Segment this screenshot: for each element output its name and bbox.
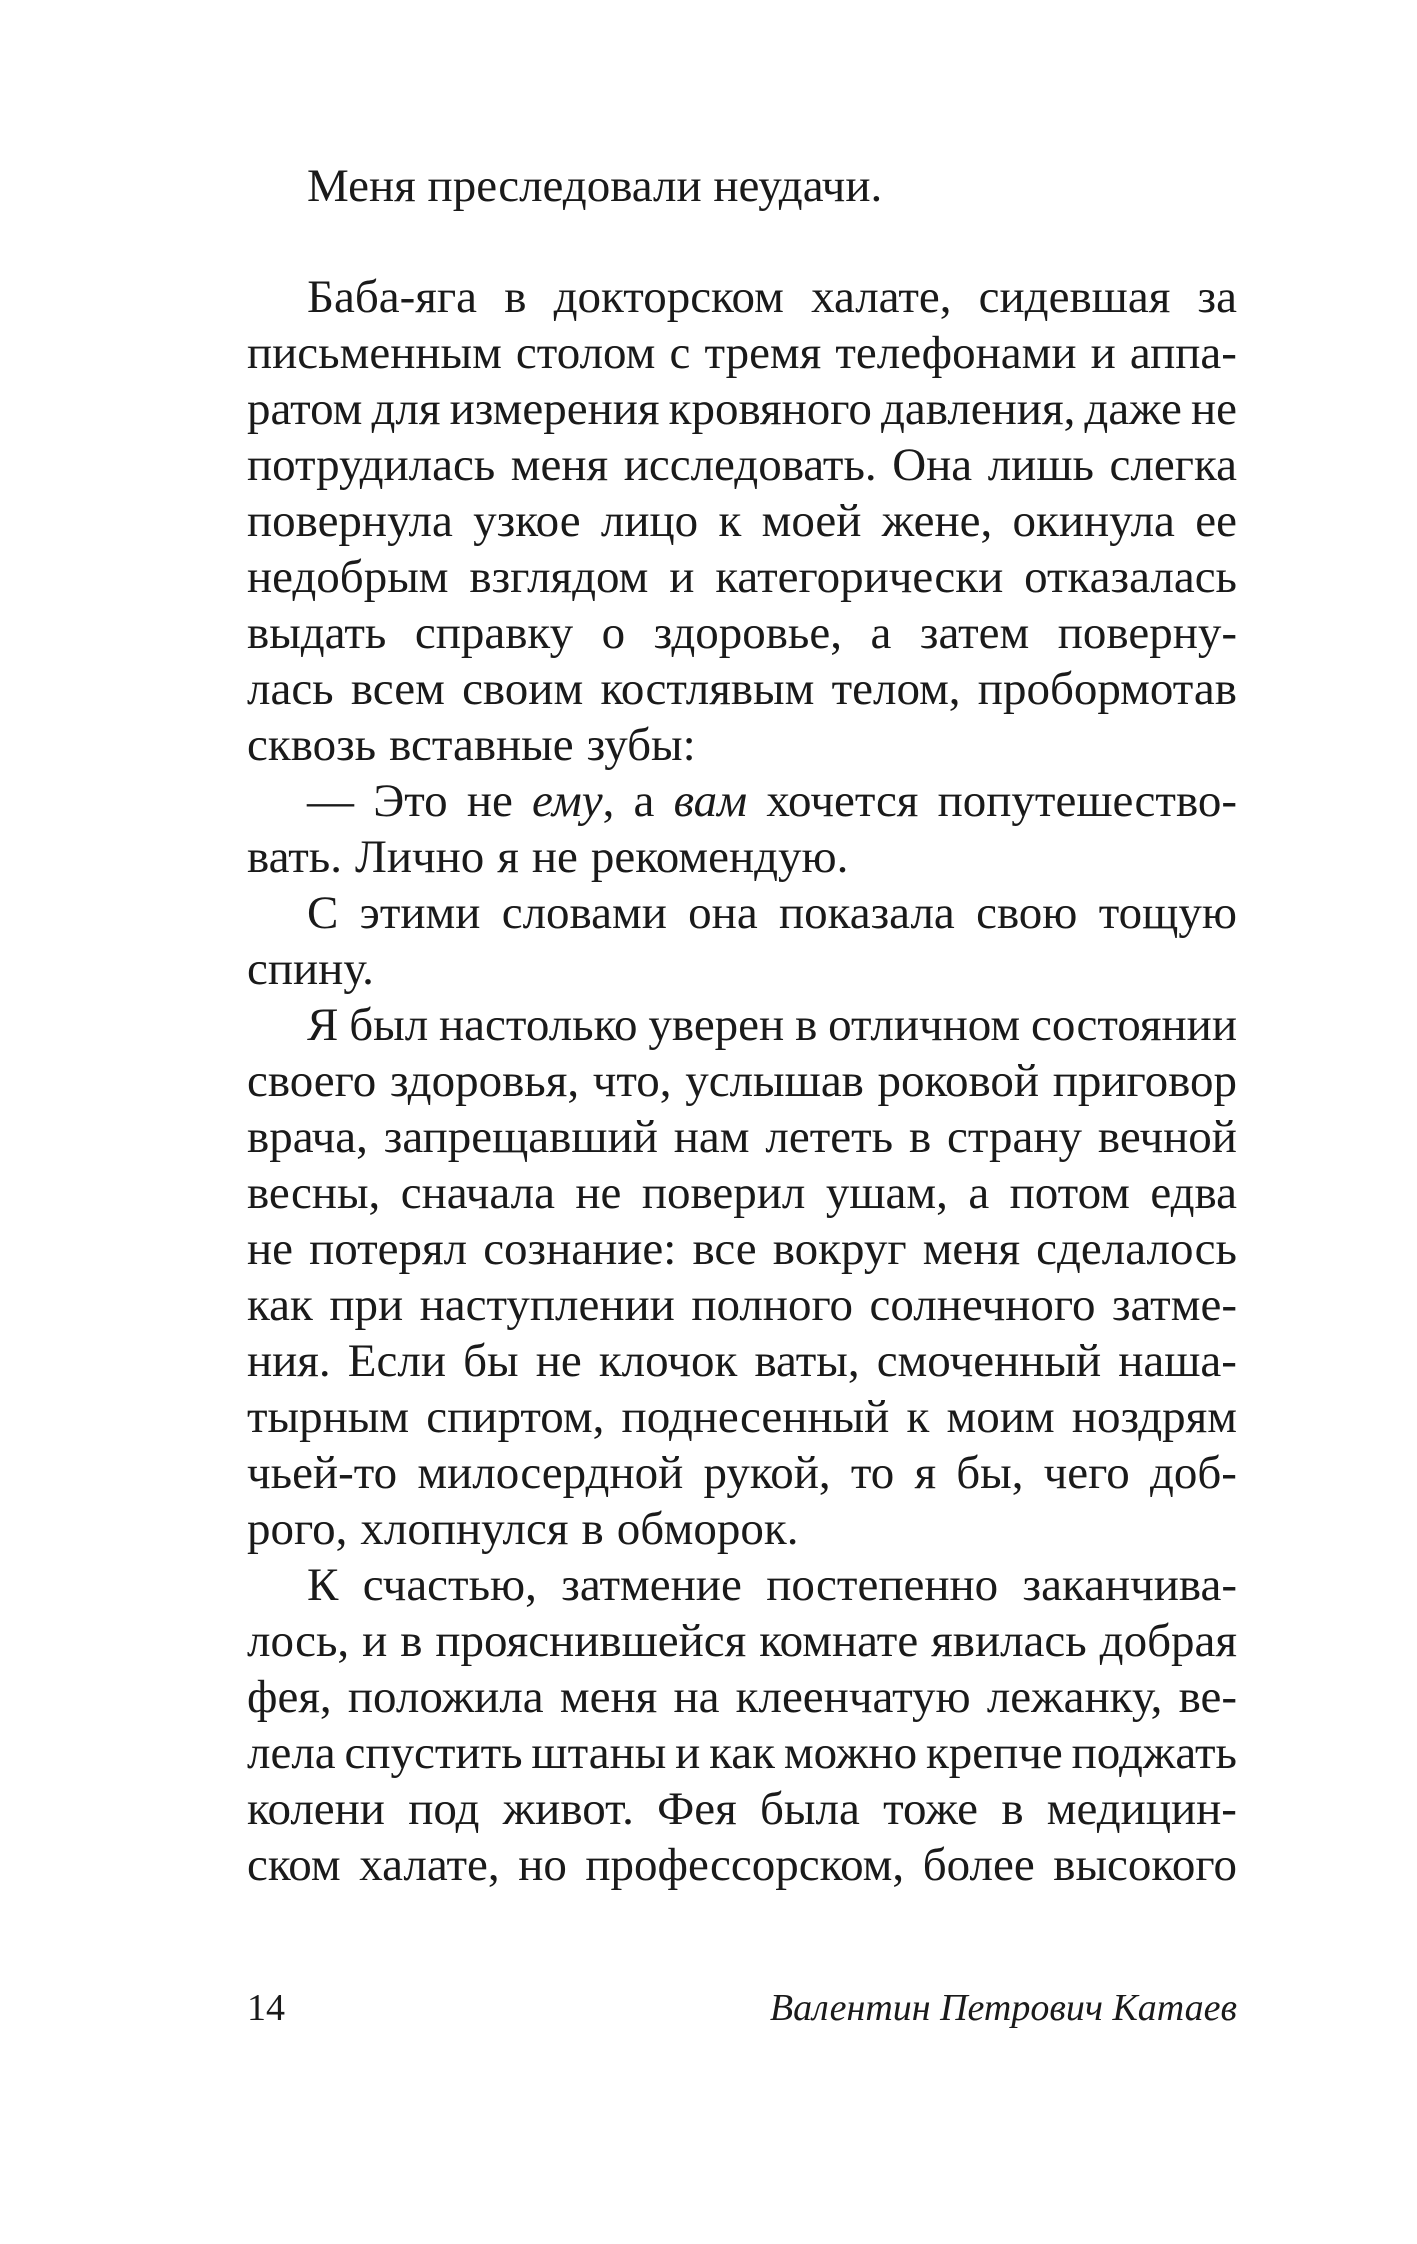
word: здоровье, bbox=[653, 607, 842, 659]
word: штаны bbox=[531, 1727, 667, 1779]
text-line bbox=[247, 1557, 1237, 1613]
word: фея, bbox=[247, 1671, 332, 1723]
word: кровяного bbox=[668, 383, 872, 435]
text-line bbox=[247, 1053, 1237, 1109]
word: спустить bbox=[344, 1727, 523, 1779]
word: наступлении bbox=[419, 1279, 675, 1331]
word: с bbox=[669, 327, 691, 379]
word: в bbox=[504, 271, 527, 323]
word: письменным bbox=[247, 327, 502, 379]
word: доб- bbox=[1149, 1447, 1237, 1499]
word: был bbox=[349, 999, 429, 1051]
word: вокруг bbox=[772, 1223, 907, 1275]
text-line bbox=[247, 381, 1237, 437]
word: тремя bbox=[704, 327, 822, 379]
word: услышав bbox=[685, 1055, 864, 1107]
word: слегка bbox=[1109, 439, 1237, 491]
word: бы, bbox=[956, 1447, 1024, 1499]
word: заканчива- bbox=[1022, 1559, 1237, 1611]
word: высокого bbox=[1053, 1839, 1237, 1891]
word: уверен bbox=[648, 999, 785, 1051]
text-line bbox=[247, 269, 1237, 325]
word: весны, bbox=[247, 1167, 381, 1219]
word: и bbox=[675, 1727, 701, 1779]
word: Она bbox=[892, 439, 973, 491]
word: тощую bbox=[1098, 887, 1237, 939]
word: Я bbox=[307, 999, 339, 1051]
word: прояснившейся bbox=[435, 1615, 747, 1667]
word: положила bbox=[347, 1671, 544, 1723]
word: ве- bbox=[1178, 1671, 1237, 1723]
word: чьей-то bbox=[247, 1447, 398, 1499]
word: Это bbox=[373, 775, 448, 827]
word: не bbox=[1190, 383, 1237, 435]
paragraph bbox=[247, 997, 1237, 1557]
word: выдать bbox=[247, 607, 387, 659]
text-line bbox=[247, 1109, 1237, 1165]
word: хлопнулся bbox=[360, 1503, 569, 1555]
word: солнечного bbox=[869, 1279, 1096, 1331]
word: исследовать. bbox=[623, 439, 877, 491]
word: спиртом, bbox=[426, 1391, 605, 1443]
text-line bbox=[247, 1725, 1237, 1781]
text-line bbox=[247, 1277, 1237, 1333]
word: ском bbox=[247, 1839, 341, 1891]
word: жене, bbox=[881, 495, 993, 547]
word: меня bbox=[510, 439, 609, 491]
text-line bbox=[247, 549, 1237, 605]
word: запрещавший bbox=[383, 1111, 658, 1163]
word: недобрым bbox=[247, 551, 449, 603]
word: чего bbox=[1043, 1447, 1130, 1499]
word: сделалось bbox=[1036, 1223, 1237, 1275]
word: не bbox=[575, 1167, 622, 1219]
word: потом bbox=[1009, 1167, 1130, 1219]
word: Лично bbox=[354, 831, 485, 883]
word: спину. bbox=[247, 943, 374, 995]
text-line bbox=[247, 997, 1237, 1053]
word: обморок. bbox=[616, 1503, 799, 1555]
section-gap bbox=[247, 214, 1237, 269]
word: и bbox=[669, 551, 695, 603]
text-line bbox=[247, 605, 1237, 661]
word: затме- bbox=[1111, 1279, 1237, 1331]
paragraph bbox=[247, 885, 1237, 997]
word: тоже bbox=[883, 1783, 979, 1835]
word: лицо bbox=[600, 495, 699, 547]
text-line bbox=[247, 1389, 1237, 1445]
word: попутешество- bbox=[937, 775, 1237, 827]
word: все bbox=[692, 1223, 757, 1275]
text-line bbox=[247, 1221, 1237, 1277]
word: за bbox=[1197, 271, 1237, 323]
word: она bbox=[688, 887, 758, 939]
word: в bbox=[908, 1111, 932, 1163]
text-line bbox=[247, 437, 1237, 493]
text-line bbox=[247, 1613, 1237, 1669]
word: под bbox=[408, 1783, 480, 1835]
word: я bbox=[497, 831, 519, 883]
word: не bbox=[535, 1335, 582, 1387]
word: и bbox=[362, 1615, 388, 1667]
word: милосердной bbox=[417, 1447, 684, 1499]
word: а bbox=[968, 1167, 990, 1219]
text-line bbox=[247, 325, 1237, 381]
word: в bbox=[1001, 1783, 1024, 1835]
running-author: Валентин Петрович Катаев bbox=[769, 1987, 1237, 2029]
word: хочется bbox=[766, 775, 919, 827]
word: халате, bbox=[811, 271, 952, 323]
word: моим bbox=[946, 1391, 1055, 1443]
word: давления, bbox=[880, 383, 1076, 435]
word: добрая bbox=[1099, 1615, 1237, 1667]
paragraphs bbox=[247, 269, 1237, 1893]
word: поджать bbox=[1071, 1727, 1237, 1779]
word: медицин- bbox=[1046, 1783, 1237, 1835]
word: счастью, bbox=[362, 1559, 537, 1611]
word: не bbox=[531, 831, 578, 883]
paragraph bbox=[247, 1557, 1237, 1893]
word: телефонами bbox=[835, 327, 1077, 379]
word: роковой bbox=[877, 1055, 1040, 1107]
text-line bbox=[247, 661, 1237, 717]
word: докторском bbox=[553, 271, 784, 323]
word: — bbox=[307, 775, 354, 827]
page-footer bbox=[247, 1983, 1237, 2033]
word: сидевшая bbox=[978, 271, 1171, 323]
word: нам bbox=[673, 1111, 750, 1163]
word: можно bbox=[783, 1727, 918, 1779]
word: костлявым bbox=[600, 663, 815, 715]
word: столом bbox=[515, 327, 656, 379]
text-line bbox=[247, 717, 1237, 773]
word: затмение bbox=[561, 1559, 742, 1611]
text-line bbox=[247, 1669, 1237, 1725]
word: лишь bbox=[987, 439, 1094, 491]
word: ния. bbox=[247, 1335, 331, 1387]
word: вать. bbox=[247, 831, 342, 883]
word: профессорском, bbox=[585, 1839, 905, 1891]
word: страну bbox=[947, 1111, 1083, 1163]
word: ему, bbox=[532, 775, 615, 827]
word: вставные bbox=[389, 719, 574, 771]
word: окинула bbox=[1012, 495, 1175, 547]
text-line bbox=[247, 1837, 1237, 1893]
word: отказалась bbox=[1024, 551, 1237, 603]
word: лась bbox=[247, 663, 334, 715]
word: сознание: bbox=[483, 1223, 677, 1275]
word: для bbox=[371, 383, 441, 435]
word: лела bbox=[247, 1727, 336, 1779]
word: в bbox=[795, 999, 818, 1051]
word: измерения bbox=[449, 383, 660, 435]
word: явилась bbox=[931, 1615, 1087, 1667]
text-line bbox=[247, 941, 1237, 997]
word: своим bbox=[462, 663, 584, 715]
text-line bbox=[247, 1781, 1237, 1837]
word: не bbox=[466, 775, 513, 827]
word: как bbox=[709, 1727, 776, 1779]
word: постепенно bbox=[766, 1559, 999, 1611]
word: клеенчатую bbox=[735, 1671, 971, 1723]
word: наша- bbox=[1118, 1335, 1237, 1387]
word: лежанку, bbox=[986, 1671, 1163, 1723]
word: рого, bbox=[247, 1503, 348, 1555]
word: лось, bbox=[247, 1615, 350, 1667]
word: но bbox=[518, 1839, 567, 1891]
text-line bbox=[247, 1501, 1237, 1557]
word: рекомендую. bbox=[590, 831, 849, 883]
opening-line bbox=[247, 158, 1237, 214]
word: своего bbox=[247, 1055, 377, 1107]
word: как bbox=[247, 1279, 313, 1331]
word: вечной bbox=[1097, 1111, 1237, 1163]
word: крепче bbox=[925, 1727, 1063, 1779]
word: ваты, bbox=[754, 1335, 860, 1387]
word: категорически bbox=[715, 551, 1004, 603]
word: поднесенный bbox=[621, 1391, 890, 1443]
page-number: 14 bbox=[247, 1987, 285, 2029]
word: справку bbox=[414, 607, 574, 659]
text-line bbox=[247, 493, 1237, 549]
opening-line-text: Меня преследовали неудачи. bbox=[307, 160, 883, 212]
word: Баба-яга bbox=[307, 271, 478, 323]
word: и bbox=[1090, 327, 1116, 379]
word: живот. bbox=[502, 1783, 634, 1835]
text-line bbox=[247, 773, 1237, 829]
word: моей bbox=[761, 495, 862, 547]
word: что, bbox=[592, 1055, 672, 1107]
word: комнате bbox=[759, 1615, 919, 1667]
word: смоченный bbox=[876, 1335, 1102, 1387]
word: более bbox=[922, 1839, 1035, 1891]
paragraph bbox=[247, 269, 1237, 773]
word: пробормотав bbox=[977, 663, 1237, 715]
text-line bbox=[247, 829, 1237, 885]
word: бы bbox=[463, 1335, 519, 1387]
word: при bbox=[329, 1279, 404, 1331]
word: ушам, bbox=[825, 1167, 948, 1219]
word: вам bbox=[673, 775, 748, 827]
paragraph bbox=[247, 773, 1237, 885]
word: на bbox=[673, 1671, 720, 1723]
word: сквозь bbox=[247, 719, 377, 771]
word: а bbox=[870, 607, 892, 659]
word: приговор bbox=[1052, 1055, 1237, 1107]
word: ее bbox=[1195, 495, 1237, 547]
word: всем bbox=[350, 663, 445, 715]
word: телом, bbox=[831, 663, 961, 715]
word: потрудилась bbox=[247, 439, 496, 491]
word: к bbox=[718, 495, 742, 547]
word: Если bbox=[347, 1335, 446, 1387]
word: лететь bbox=[765, 1111, 894, 1163]
word: этими bbox=[359, 887, 481, 939]
text-line bbox=[247, 1445, 1237, 1501]
word: ноздрям bbox=[1071, 1391, 1237, 1443]
word: едва bbox=[1150, 1167, 1237, 1219]
word: отличном bbox=[828, 999, 1021, 1051]
word: повернула bbox=[247, 495, 453, 547]
word: то bbox=[850, 1447, 895, 1499]
word: клочок bbox=[598, 1335, 738, 1387]
word: взглядом bbox=[469, 551, 649, 603]
word: зубы: bbox=[586, 719, 696, 771]
word: о bbox=[601, 607, 626, 659]
word: колени bbox=[247, 1783, 385, 1835]
word: ратом bbox=[247, 383, 363, 435]
word: меня bbox=[922, 1223, 1021, 1275]
word: я bbox=[914, 1447, 937, 1499]
word: свою bbox=[976, 887, 1078, 939]
word: поверну- bbox=[1057, 607, 1237, 659]
word: состоянии bbox=[1030, 999, 1237, 1051]
word: врача, bbox=[247, 1111, 368, 1163]
word: сначала bbox=[400, 1167, 555, 1219]
text-line bbox=[247, 1165, 1237, 1221]
word: показала bbox=[778, 887, 955, 939]
word: затем bbox=[919, 607, 1030, 659]
word: Фея bbox=[657, 1783, 737, 1835]
word: К bbox=[307, 1559, 339, 1611]
word: поверил bbox=[641, 1167, 806, 1219]
word: тырным bbox=[247, 1391, 410, 1443]
word: здоровья, bbox=[389, 1055, 580, 1107]
word: рукой, bbox=[703, 1447, 831, 1499]
word: словами bbox=[501, 887, 667, 939]
word: халате, bbox=[359, 1839, 500, 1891]
word: а bbox=[633, 775, 655, 827]
text-line bbox=[247, 1333, 1237, 1389]
word: полного bbox=[691, 1279, 854, 1331]
page-body bbox=[247, 158, 1237, 1893]
word: настолько bbox=[439, 999, 638, 1051]
word: аппа- bbox=[1129, 327, 1237, 379]
word: была bbox=[760, 1783, 860, 1835]
text-line bbox=[247, 885, 1237, 941]
word: меня bbox=[559, 1671, 658, 1723]
word: в bbox=[581, 1503, 604, 1555]
word: потерял bbox=[309, 1223, 468, 1275]
word: к bbox=[906, 1391, 930, 1443]
word: не bbox=[247, 1223, 294, 1275]
word: С bbox=[307, 887, 339, 939]
word: узкое bbox=[473, 495, 581, 547]
word: в bbox=[400, 1615, 423, 1667]
word: даже bbox=[1084, 383, 1182, 435]
